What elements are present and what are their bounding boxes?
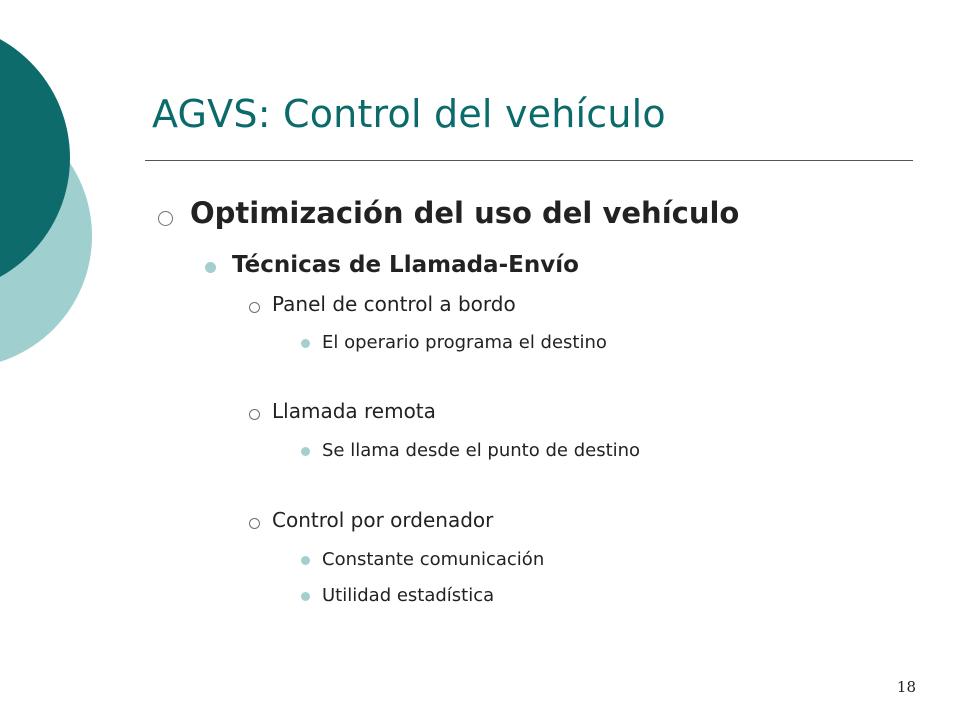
list-item: El operario programa el destino [322, 332, 607, 353]
list-item: Utilidad estadística [322, 585, 495, 606]
hollow-bullet-icon [249, 409, 260, 420]
group-label-computer: Control por ordenador [272, 508, 494, 532]
hollow-bullet-icon [249, 518, 260, 529]
page-number: 18 [896, 678, 916, 696]
slide-title: AGVS: Control del vehículo [152, 92, 666, 136]
hollow-bullet-icon [249, 302, 260, 313]
decorative-circles [0, 0, 130, 400]
list-item: Se llama desde el punto de destino [322, 440, 641, 461]
hollow-bullet-icon [158, 211, 173, 226]
round-bullet-icon [301, 447, 310, 456]
main-heading: Optimización del uso del vehículo [190, 196, 740, 230]
round-bullet-icon [301, 592, 310, 601]
group-label-remote: Llamada remota [272, 399, 436, 423]
group-label-panel: Panel de control a bordo [272, 292, 516, 316]
round-bullet-icon [205, 262, 216, 273]
title-divider [145, 160, 913, 161]
list-item: Constante comunicación [322, 549, 545, 570]
round-bullet-icon [301, 556, 310, 565]
round-bullet-icon [301, 339, 310, 348]
sub-heading: Técnicas de Llamada-Envío [232, 252, 579, 278]
